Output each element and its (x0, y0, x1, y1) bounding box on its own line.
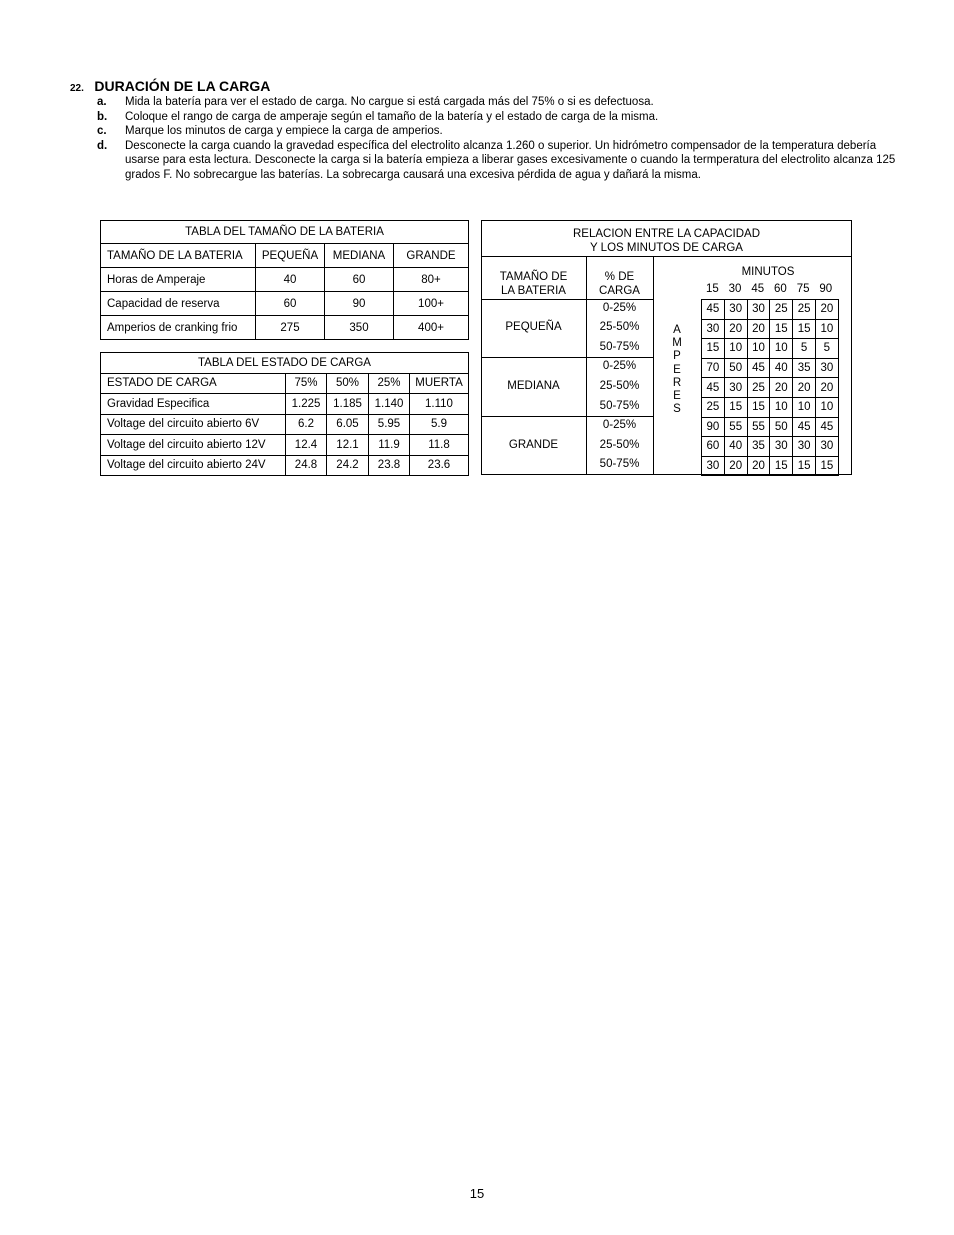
table-cell: 6.2 (286, 414, 327, 435)
section-number: 22. (70, 83, 84, 94)
amperes-vertical-label (670, 324, 684, 416)
table-cell: 1.225 (286, 394, 327, 415)
amp-cell: 10 (724, 339, 747, 359)
table-cell: 12.1 (327, 435, 369, 456)
header-cell: 75% (286, 373, 327, 394)
table-row (101, 435, 469, 456)
minutes-label: MINUTOS (741, 266, 795, 278)
amperes-grid (701, 299, 839, 476)
minute-value: 75 (796, 283, 810, 295)
table-cell: 24.8 (286, 455, 327, 476)
step-text: Marque los minutos de carga y empiece la carga de amperios. (125, 125, 443, 137)
table-cell: 11.9 (369, 435, 410, 456)
amp-cell: 30 (724, 300, 747, 320)
amp-cell: 90 (702, 417, 725, 437)
header-cell: MEDIANA (325, 244, 394, 268)
amp-cell: 25 (702, 397, 725, 417)
step-letter: a. (97, 96, 107, 108)
table-cell: 24.2 (327, 455, 369, 476)
battery-size-table (100, 220, 469, 340)
table-row (702, 339, 839, 359)
amp-cell: 10 (747, 339, 770, 359)
amp-cell: 55 (724, 417, 747, 437)
amp-cell: 20 (793, 378, 816, 398)
charge-percent: 50-75% (599, 400, 640, 412)
header-cell: PEQUEÑA (256, 244, 325, 268)
amp-cell: 30 (724, 378, 747, 398)
amp-cell: 25 (747, 378, 770, 398)
minute-value: 15 (705, 283, 719, 295)
charge-percent: 0-25% (602, 419, 637, 431)
instruction-list (97, 95, 897, 182)
amp-cell: 20 (724, 319, 747, 339)
table-cell: 400+ (394, 316, 469, 340)
table-row (101, 292, 469, 316)
table-cell: 275 (256, 316, 325, 340)
step-text: Desconecte la carga cuando la gravedad específica del electrolito alcanza 1.260 o superior. Un hidrómetro compensador de la temperatura debería usarse para esta lectura. Desconecte la carga si la batería empieza a liberar gases excesivamente o cuando la termperatura del electrolito alcanza 125 grados F. No sobrecargue las baterías. La sobrecarga causará una excesiva pérdida de agua y dañará la misma. (125, 139, 896, 181)
instruction-step (97, 110, 897, 125)
table-row (101, 316, 469, 340)
table-row (702, 358, 839, 378)
amp-cell: 30 (815, 437, 838, 457)
instruction-step (97, 139, 897, 183)
amp-cell: 15 (724, 397, 747, 417)
table-row (702, 397, 839, 417)
row-divider (481, 357, 654, 358)
header-line: CARGA (599, 285, 640, 297)
amp-cell: 10 (770, 339, 793, 359)
charge-percent: 50-75% (599, 341, 640, 353)
amp-cell: 15 (815, 456, 838, 476)
table-title: TABLA DEL TAMAÑO DE LA BATERIA (101, 221, 469, 244)
letter: M (672, 337, 682, 350)
amp-cell: 35 (747, 437, 770, 457)
table-row (702, 456, 839, 476)
amp-cell: 20 (815, 378, 838, 398)
amp-cell: 45 (702, 378, 725, 398)
amp-cell: 20 (815, 300, 838, 320)
row-label: Voltage del circuito abierto 12V (101, 435, 286, 456)
row-label: Voltage del circuito abierto 6V (101, 414, 286, 435)
table-cell: 6.05 (327, 414, 369, 435)
amp-cell: 40 (724, 437, 747, 457)
table-row (702, 437, 839, 457)
minute-value: 45 (751, 283, 765, 295)
letter: A (673, 324, 681, 336)
header-line: TAMAÑO DE (499, 271, 568, 283)
instruction-step (97, 124, 897, 139)
step-text: Coloque el rango de carga de amperaje según el tamaño de la batería y el estado de carga de la misma. (125, 110, 659, 123)
amp-cell: 20 (747, 456, 770, 476)
table-cell: 1.185 (327, 394, 369, 415)
amp-cell: 5 (815, 339, 838, 359)
table-cell: 11.8 (410, 435, 469, 456)
amp-cell: 45 (702, 300, 725, 320)
step-letter: b. (97, 110, 108, 123)
table-cell: 100+ (394, 292, 469, 316)
header-cell: 25% (369, 373, 410, 394)
header-cell: ESTADO DE CARGA (101, 373, 286, 394)
charge-percent: 25-50% (599, 439, 640, 451)
minutes-header (701, 283, 837, 295)
step-letter: c. (97, 125, 107, 137)
table-row (702, 300, 839, 320)
step-letter: d. (97, 139, 108, 152)
charge-state-table (100, 352, 469, 476)
table-title-line: Y LOS MINUTOS DE CARGA (590, 242, 743, 254)
amp-cell: 35 (793, 358, 816, 378)
amp-cell: 20 (770, 378, 793, 398)
table-cell: 5.9 (410, 414, 469, 435)
amp-cell: 25 (770, 300, 793, 320)
charge-percent: 0-25% (602, 360, 637, 372)
table-row (101, 414, 469, 435)
table-cell: 23.6 (410, 455, 469, 476)
table-cell: 80+ (394, 268, 469, 292)
table-title-line: RELACION ENTRE LA CAPACIDAD (572, 228, 761, 240)
amp-cell: 45 (793, 417, 816, 437)
amp-cell: 15 (702, 339, 725, 359)
table-row (702, 417, 839, 437)
amp-cell: 40 (770, 358, 793, 378)
amp-cell: 30 (702, 319, 725, 339)
table-cell: 1.140 (369, 394, 410, 415)
amp-cell: 45 (815, 417, 838, 437)
table-title: TABLA DEL ESTADO DE CARGA (101, 353, 469, 374)
charge-percent: 25-50% (599, 321, 640, 333)
instruction-step (97, 95, 897, 110)
header-cell: 50% (327, 373, 369, 394)
amp-cell: 10 (793, 397, 816, 417)
header-cell: MUERTA (410, 373, 469, 394)
table-row (702, 378, 839, 398)
row-label: Amperios de cranking frio (101, 316, 256, 340)
amp-cell: 60 (702, 437, 725, 457)
amp-cell: 30 (815, 358, 838, 378)
letter: E (673, 390, 681, 403)
minute-value: 90 (819, 283, 833, 295)
amp-cell: 10 (815, 319, 838, 339)
row-label: Gravidad Especifica (101, 394, 286, 415)
header-line: LA BATERIA (501, 285, 566, 297)
charge-percent: 25-50% (599, 380, 640, 392)
letter: E (673, 363, 681, 376)
column-divider (653, 256, 654, 475)
column-header-percent (586, 270, 653, 298)
amp-cell: 30 (747, 300, 770, 320)
row-divider (481, 416, 654, 417)
step-text: Mida la batería para ver el estado de carga. No cargue si está cargada más del 75% o si es defectuosa. (125, 96, 654, 108)
header-line: % DE (604, 271, 635, 283)
table-cell: 12.4 (286, 435, 327, 456)
row-label: Capacidad de reserva (101, 292, 256, 316)
table-cell: 1.110 (410, 394, 469, 415)
section-title: DURACIÓN DE LA CARGA (94, 78, 271, 94)
row-label: Horas de Amperaje (101, 268, 256, 292)
table-cell: 23.8 (369, 455, 410, 476)
amp-cell: 30 (702, 456, 725, 476)
group-name: GRANDE (508, 439, 559, 451)
row-divider (481, 299, 654, 300)
letter: R (672, 376, 682, 389)
amp-cell: 15 (770, 456, 793, 476)
column-header-size (481, 270, 586, 298)
amp-cell: 30 (793, 437, 816, 457)
minute-value: 60 (774, 283, 787, 295)
amp-cell: 15 (770, 319, 793, 339)
amp-cell: 5 (793, 339, 816, 359)
group-name: PEQUEÑA (505, 321, 562, 333)
group-name: MEDIANA (507, 380, 560, 392)
letter: S (673, 403, 681, 416)
letter: P (673, 350, 681, 363)
header-cell: GRANDE (394, 244, 469, 268)
charge-percent: 50-75% (599, 458, 640, 470)
charge-percent: 0-25% (602, 302, 637, 314)
table-cell: 60 (325, 268, 394, 292)
amp-cell: 70 (702, 358, 725, 378)
minute-value: 30 (728, 283, 742, 295)
table-row (101, 455, 469, 476)
table-row (101, 394, 469, 415)
table-row (702, 319, 839, 339)
amp-cell: 15 (793, 456, 816, 476)
table-cell: 40 (256, 268, 325, 292)
amp-cell: 15 (793, 319, 816, 339)
amp-cell: 50 (770, 417, 793, 437)
amp-cell: 30 (770, 437, 793, 457)
amp-cell: 50 (724, 358, 747, 378)
amp-cell: 55 (747, 417, 770, 437)
section-header (70, 78, 270, 96)
amp-cell: 25 (793, 300, 816, 320)
amp-cell: 45 (747, 358, 770, 378)
amp-cell: 20 (747, 319, 770, 339)
amp-cell: 15 (747, 397, 770, 417)
amp-cell: 10 (770, 397, 793, 417)
table-cell: 350 (325, 316, 394, 340)
amp-cell: 20 (724, 456, 747, 476)
table-title (481, 220, 852, 257)
header-cell: TAMAÑO DE LA BATERIA (101, 244, 256, 268)
table-row (101, 268, 469, 292)
amp-cell: 10 (815, 397, 838, 417)
row-label: Voltage del circuito abierto 24V (101, 455, 286, 476)
table-cell: 90 (325, 292, 394, 316)
table-cell: 60 (256, 292, 325, 316)
page-number: 15 (469, 1186, 485, 1201)
table-cell: 5.95 (369, 414, 410, 435)
